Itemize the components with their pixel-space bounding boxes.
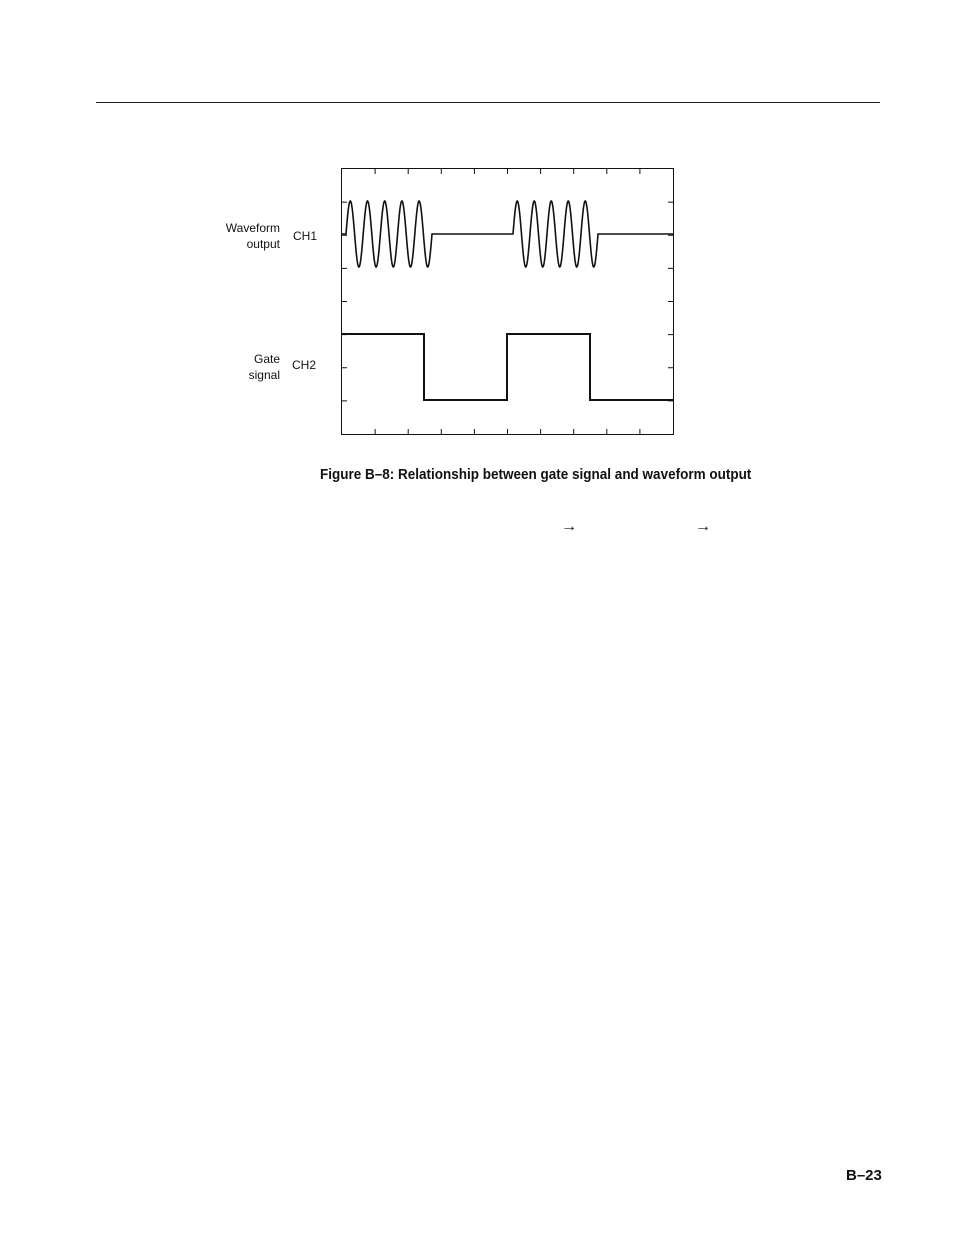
- arrow-icon: →: [561, 518, 577, 535]
- page-number: B–23: [846, 1167, 882, 1184]
- ch2-channel-label: CH2: [292, 358, 317, 372]
- ch1-channel-label: CH1: [293, 229, 318, 243]
- ch2-gate-trace: [342, 334, 673, 400]
- arrow-icon: →: [695, 518, 711, 535]
- ch2-signal-label-line1: Gate: [253, 352, 280, 366]
- ch1-signal-label-line2: output: [246, 237, 280, 251]
- ch1-signal-label-line1: Waveform: [225, 221, 280, 235]
- figure-caption: Figure B–8: Relationship between gate signal and waveform output: [320, 466, 752, 483]
- ch2-signal-label-line2: signal: [248, 368, 280, 382]
- ch1-waveform-trace: [342, 201, 673, 267]
